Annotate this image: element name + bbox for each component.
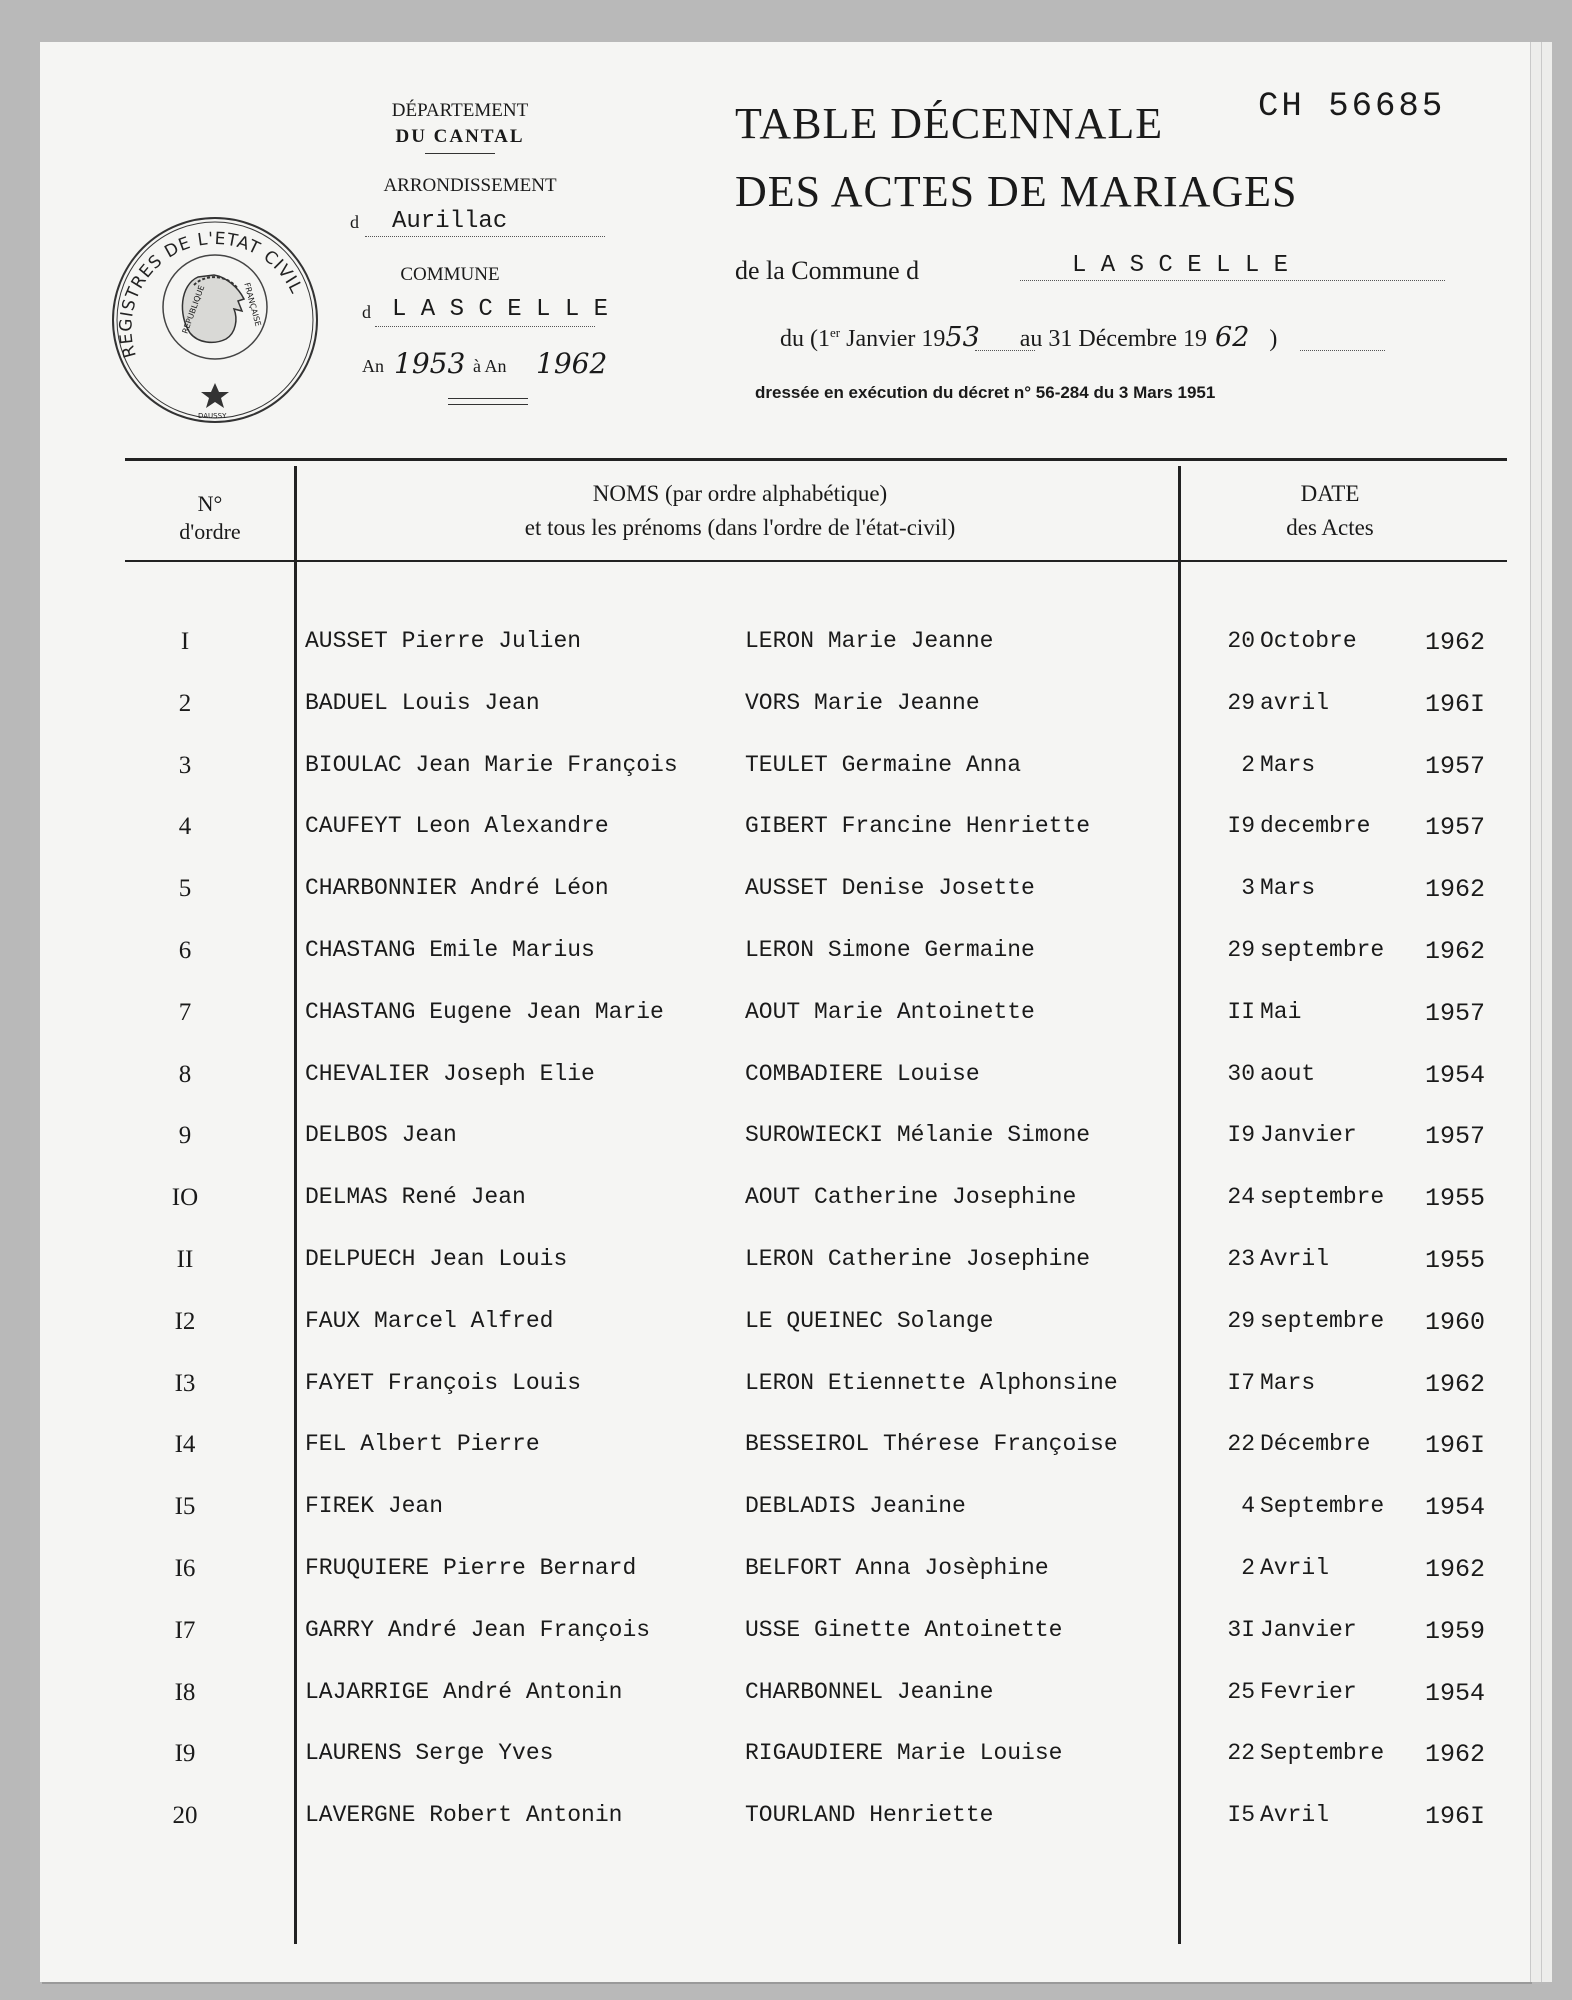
department-underline <box>425 153 495 154</box>
bride-name: BELFORT Anna Josèphine <box>745 1555 1049 1581</box>
act-year: 1957 <box>1425 998 1486 1028</box>
table-row <box>0 1431 1572 1471</box>
bride-name: DEBLADIS Jeanine <box>745 1493 966 1520</box>
groom-name: AUSSET Pierre Julien <box>305 628 582 654</box>
act-year: 1962 <box>1425 1555 1486 1584</box>
period-to: au 31 Décembre 19 <box>1019 326 1208 352</box>
row-number: I2 <box>174 1307 196 1335</box>
act-day: 3I <box>1227 1616 1255 1643</box>
table-row <box>0 813 1572 853</box>
act-year: 1960 <box>1425 1307 1486 1337</box>
period-end-dots <box>1300 350 1385 351</box>
commune-line-dots <box>1020 280 1445 281</box>
row-number: I8 <box>174 1678 196 1706</box>
period-end-year: 62 <box>1215 322 1250 353</box>
decree-line: dressée en exécution du décret n° 56-284 du 3 Mars 1951 <box>755 383 1216 402</box>
bride-name: LE QUEINEC Solange <box>745 1307 994 1334</box>
year-from: 1953 <box>394 347 466 380</box>
bride-name: CHARBONNEL Jeanine <box>745 1678 994 1705</box>
row-number: 3 <box>178 751 192 779</box>
act-year: 196I <box>1425 1431 1486 1461</box>
groom-name: LAVERGNE Robert Antonin <box>305 1802 623 1829</box>
arrondissement-value: Aurillac <box>392 208 508 235</box>
act-day: 3 <box>1241 875 1255 902</box>
table-row <box>0 1122 1572 1162</box>
title-line-2: DES ACTES DE MARIAGES <box>735 167 1298 216</box>
bride-name: TOURLAND Henriette <box>745 1802 994 1829</box>
table-row <box>0 752 1572 792</box>
year-underline <box>448 398 528 399</box>
row-number: I3 <box>174 1369 196 1397</box>
bride-name: RIGAUDIERE Marie Louise <box>745 1740 1063 1767</box>
year-from-label: An <box>362 356 384 376</box>
col-header-names-line1: NOMS (par ordre alphabétique) <box>592 481 888 506</box>
act-month: Janvier <box>1260 1616 1357 1643</box>
title-line-1: TABLE DÉCENNALE <box>735 99 1164 148</box>
groom-name: CHASTANG Eugene Jean Marie <box>305 998 664 1025</box>
table-row <box>0 1802 1572 1842</box>
groom-name: DELPUECH Jean Louis <box>305 1246 568 1272</box>
table-row <box>0 875 1572 915</box>
seal-inner-right: FRANÇAISE <box>242 281 263 328</box>
act-year: 1962 <box>1425 937 1486 966</box>
table-top-rule <box>125 458 1507 461</box>
commune-value: L A S C E L L E <box>392 296 609 323</box>
row-number: 9 <box>178 1122 192 1150</box>
arrondissement-label: ARRONDISSEMENT <box>383 175 557 196</box>
bride-name: BESSEIROL Thérese Françoise <box>745 1431 1118 1458</box>
act-day: I7 <box>1227 1369 1255 1396</box>
act-year: 196I <box>1425 689 1486 719</box>
table-row <box>0 1493 1572 1533</box>
col-header-num-line1: N° <box>197 491 223 516</box>
act-month: Septembre <box>1260 1740 1385 1767</box>
groom-name: BIOULAC Jean Marie François <box>305 751 678 778</box>
act-month: Avril <box>1260 1246 1330 1272</box>
act-year: 1955 <box>1425 1246 1486 1275</box>
bride-name: AUSSET Denise Josette <box>745 875 1035 902</box>
act-year: 196I <box>1425 1802 1486 1832</box>
act-day: II <box>1227 998 1255 1025</box>
row-number: 6 <box>178 937 192 964</box>
act-day: 24 <box>1227 1184 1255 1211</box>
period-prefix: du (1 <box>780 326 830 352</box>
row-number: 2 <box>178 689 192 717</box>
bride-name: GIBERT Francine Henriette <box>745 813 1091 840</box>
groom-name: BADUEL Louis Jean <box>305 689 540 716</box>
col-header-date-line1: DATE <box>1300 481 1360 506</box>
row-number: 20 <box>172 1802 198 1830</box>
groom-name: GARRY André Jean François <box>305 1616 651 1643</box>
col-header-num-line2: d'ordre <box>179 519 241 544</box>
act-year: 1962 <box>1425 875 1486 905</box>
act-month: septembre <box>1260 937 1385 963</box>
table-row <box>0 1370 1572 1410</box>
table-row <box>0 1740 1572 1780</box>
groom-name: LAJARRIGE André Antonin <box>305 1678 623 1705</box>
bride-name: USSE Ginette Antoinette <box>745 1616 1063 1643</box>
table-row <box>0 1679 1572 1719</box>
arrondissement-line <box>365 236 605 237</box>
table-row <box>0 1555 1572 1595</box>
act-day: I9 <box>1227 813 1255 840</box>
table-row <box>0 1617 1572 1657</box>
row-number: I6 <box>174 1555 196 1582</box>
period-mid: Janvier 19 <box>840 326 946 352</box>
period-start-year: 53 <box>945 322 980 353</box>
act-month: Mars <box>1260 875 1316 902</box>
act-day: 23 <box>1227 1246 1255 1272</box>
commune-prefix: d <box>362 302 371 322</box>
commune-line <box>375 326 595 327</box>
seal-text-layer <box>110 215 320 425</box>
act-month: Janvier <box>1260 1122 1357 1149</box>
act-month: aout <box>1260 1060 1316 1087</box>
act-month: Octobre <box>1260 628 1357 654</box>
groom-name: CHARBONNIER André Léon <box>305 875 609 902</box>
groom-name: FIREK Jean <box>305 1493 444 1520</box>
commune-label: COMMUNE <box>400 264 500 285</box>
groom-name: DELBOS Jean <box>305 1122 457 1149</box>
act-month: septembre <box>1260 1307 1385 1334</box>
act-month: Fevrier <box>1260 1678 1357 1705</box>
act-day: 22 <box>1227 1431 1255 1458</box>
act-year: 1959 <box>1425 1616 1486 1646</box>
table-row <box>0 628 1572 668</box>
act-year: 1954 <box>1425 1060 1486 1090</box>
table-row <box>0 1308 1572 1348</box>
row-number: 5 <box>178 875 192 903</box>
act-day: 30 <box>1227 1060 1255 1087</box>
groom-name: FRUQUIERE Pierre Bernard <box>305 1555 637 1581</box>
act-year: 1962 <box>1425 1369 1486 1399</box>
table-row <box>0 1246 1572 1286</box>
stamp-code: CH 56685 <box>1258 88 1446 126</box>
act-year: 1955 <box>1425 1184 1486 1214</box>
row-number: II <box>176 1246 194 1273</box>
bride-name: AOUT Marie Antoinette <box>745 998 1035 1025</box>
act-month: Mars <box>1260 1369 1316 1396</box>
department-label: DÉPARTEMENT <box>391 100 529 121</box>
department-name: DU CANTAL <box>395 126 525 147</box>
bride-name: COMBADIERE Louise <box>745 1060 980 1087</box>
table-row <box>0 999 1572 1039</box>
commune-line-label: de la Commune d <box>735 256 920 285</box>
table-row <box>0 1061 1572 1101</box>
act-month: avril <box>1260 689 1330 716</box>
groom-name: CHASTANG Emile Marius <box>305 937 595 963</box>
bride-name: AOUT Catherine Josephine <box>745 1184 1077 1211</box>
year-to-label: à An <box>473 356 507 376</box>
act-day: 2 <box>1241 751 1255 778</box>
act-year: 1957 <box>1425 751 1486 781</box>
bride-name: LERON Catherine Josephine <box>745 1246 1091 1272</box>
row-number: I4 <box>174 1431 196 1459</box>
act-month: Mai <box>1260 998 1302 1025</box>
act-day: 25 <box>1227 1678 1255 1705</box>
bride-name: LERON Simone Germaine <box>745 937 1035 963</box>
act-year: 1954 <box>1425 1493 1486 1523</box>
act-month: Avril <box>1260 1555 1330 1581</box>
bride-name: TEULET Germaine Anna <box>745 751 1022 778</box>
bride-name: SUROWIECKI Mélanie Simone <box>745 1122 1091 1149</box>
act-day: 29 <box>1227 689 1255 716</box>
period-line <box>780 322 1277 353</box>
row-number: I <box>180 628 190 655</box>
seal-ring-text <box>110 215 320 425</box>
table-row <box>0 1184 1572 1224</box>
act-day: 2 <box>1241 1555 1255 1581</box>
act-month: Avril <box>1260 1802 1330 1829</box>
act-year: 1957 <box>1425 1122 1486 1152</box>
row-number: I9 <box>174 1740 196 1768</box>
table-row <box>0 937 1572 977</box>
act-day: 29 <box>1227 1307 1255 1334</box>
act-day: I9 <box>1227 1122 1255 1149</box>
col-header-names-line2: et tous les prénoms (dans l'ordre de l'état-civil) <box>524 515 956 540</box>
row-number: IO <box>171 1184 199 1212</box>
groom-name: DELMAS René Jean <box>305 1184 526 1211</box>
act-day: 4 <box>1241 1493 1255 1520</box>
arrondissement-prefix: d <box>350 212 359 232</box>
groom-name: FAYET François Louis <box>305 1369 582 1396</box>
period-close: ) <box>1269 326 1278 352</box>
act-year: 1962 <box>1425 628 1486 657</box>
col-header-date-line2: des Actes <box>1286 515 1374 540</box>
row-number: I5 <box>174 1493 196 1521</box>
commune-line-value: L A S C E L L E <box>1072 252 1289 279</box>
act-month: septembre <box>1260 1184 1385 1211</box>
act-day: 29 <box>1227 937 1255 963</box>
svg-text:REGISTRES DE L'ETAT CIVIL: REGISTRES DE L'ETAT CIVIL <box>116 228 307 360</box>
groom-name: CAUFEYT Leon Alexandre <box>305 813 609 840</box>
period-start-dots <box>975 350 1035 351</box>
act-day: 20 <box>1227 628 1255 654</box>
table-header-rule <box>125 560 1507 562</box>
row-number: I7 <box>174 1616 196 1644</box>
year-underline-2 <box>448 404 528 405</box>
act-day: I5 <box>1227 1802 1255 1829</box>
act-year: 1957 <box>1425 813 1486 843</box>
row-number: 4 <box>178 813 192 841</box>
act-month: Mars <box>1260 751 1316 778</box>
bride-name: LERON Etiennette Alphonsine <box>745 1369 1118 1396</box>
act-month: Décembre <box>1260 1431 1371 1458</box>
seal-maker: DAUSSY <box>198 412 227 420</box>
groom-name: FAUX Marcel Alfred <box>305 1307 554 1334</box>
groom-name: LAURENS Serge Yves <box>305 1740 554 1767</box>
act-year: 1962 <box>1425 1740 1486 1770</box>
act-month: Septembre <box>1260 1493 1385 1520</box>
groom-name: CHEVALIER Joseph Elie <box>305 1060 595 1087</box>
col-header-names <box>310 480 1170 542</box>
col-header-num <box>140 490 280 546</box>
row-number: 8 <box>178 1060 192 1088</box>
col-header-date <box>1240 480 1420 542</box>
seal-inner-left: REPUBLIQUE <box>180 284 207 335</box>
act-month: decembre <box>1260 813 1371 840</box>
bride-name: LERON Marie Jeanne <box>745 628 994 654</box>
act-year: 1954 <box>1425 1678 1486 1708</box>
bride-name: VORS Marie Jeanne <box>745 689 980 716</box>
table-row <box>0 690 1572 730</box>
period-sup: er <box>830 325 841 340</box>
year-to: 1962 <box>536 347 608 380</box>
row-number: 7 <box>178 998 192 1026</box>
act-day: 22 <box>1227 1740 1255 1767</box>
groom-name: FEL Albert Pierre <box>305 1431 540 1458</box>
